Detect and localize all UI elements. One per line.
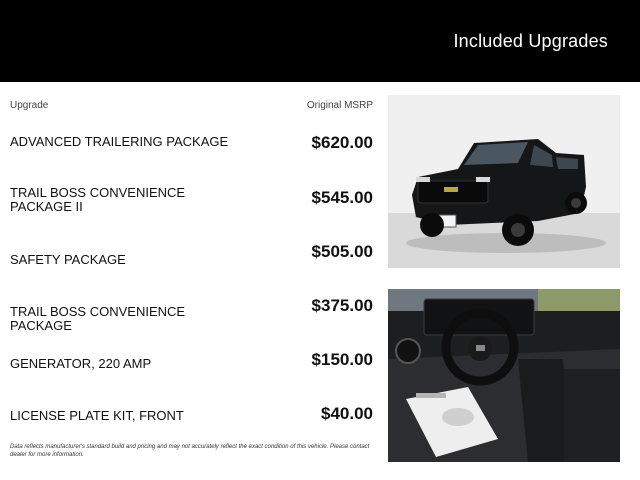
truck-interior-photo — [388, 289, 620, 462]
column-header-msrp: Original MSRP — [306, 100, 373, 111]
upgrade-price: $375.00 — [311, 296, 373, 315]
truck-exterior-photo — [388, 95, 620, 268]
upgrade-name: LICENSE PLATE KIT, FRONT — [10, 408, 184, 423]
column-header-upgrade: Upgrade — [10, 100, 49, 111]
upgrade-name: SAFETY PACKAGE — [10, 252, 126, 267]
header-bar — [0, 0, 640, 82]
upgrade-price: $505.00 — [311, 242, 373, 261]
upgrade-name: TRAIL BOSS CONVENIENCE PACKAGE — [10, 304, 186, 333]
upgrade-price: $150.00 — [311, 350, 373, 369]
upgrade-name: GENERATOR, 220 AMP — [10, 356, 152, 371]
page-title: Included Upgrades — [453, 31, 608, 51]
upgrade-price: $620.00 — [311, 133, 373, 152]
truck-interior-icon — [388, 289, 620, 462]
upgrade-name: TRAIL BOSS CONVENIENCE PACKAGE II — [10, 185, 186, 214]
disclaimer-text: Data reflects manufacturer's standard build and pricing and may not accurately reflect the exact condition of this vehicle. Please contact dealer for more information. — [10, 444, 370, 458]
upgrade-price: $40.00 — [321, 404, 373, 423]
upgrade-name: ADVANCED TRAILERING PACKAGE — [10, 134, 229, 149]
upgrade-price: $545.00 — [311, 188, 373, 207]
truck-exterior-icon — [388, 95, 620, 268]
